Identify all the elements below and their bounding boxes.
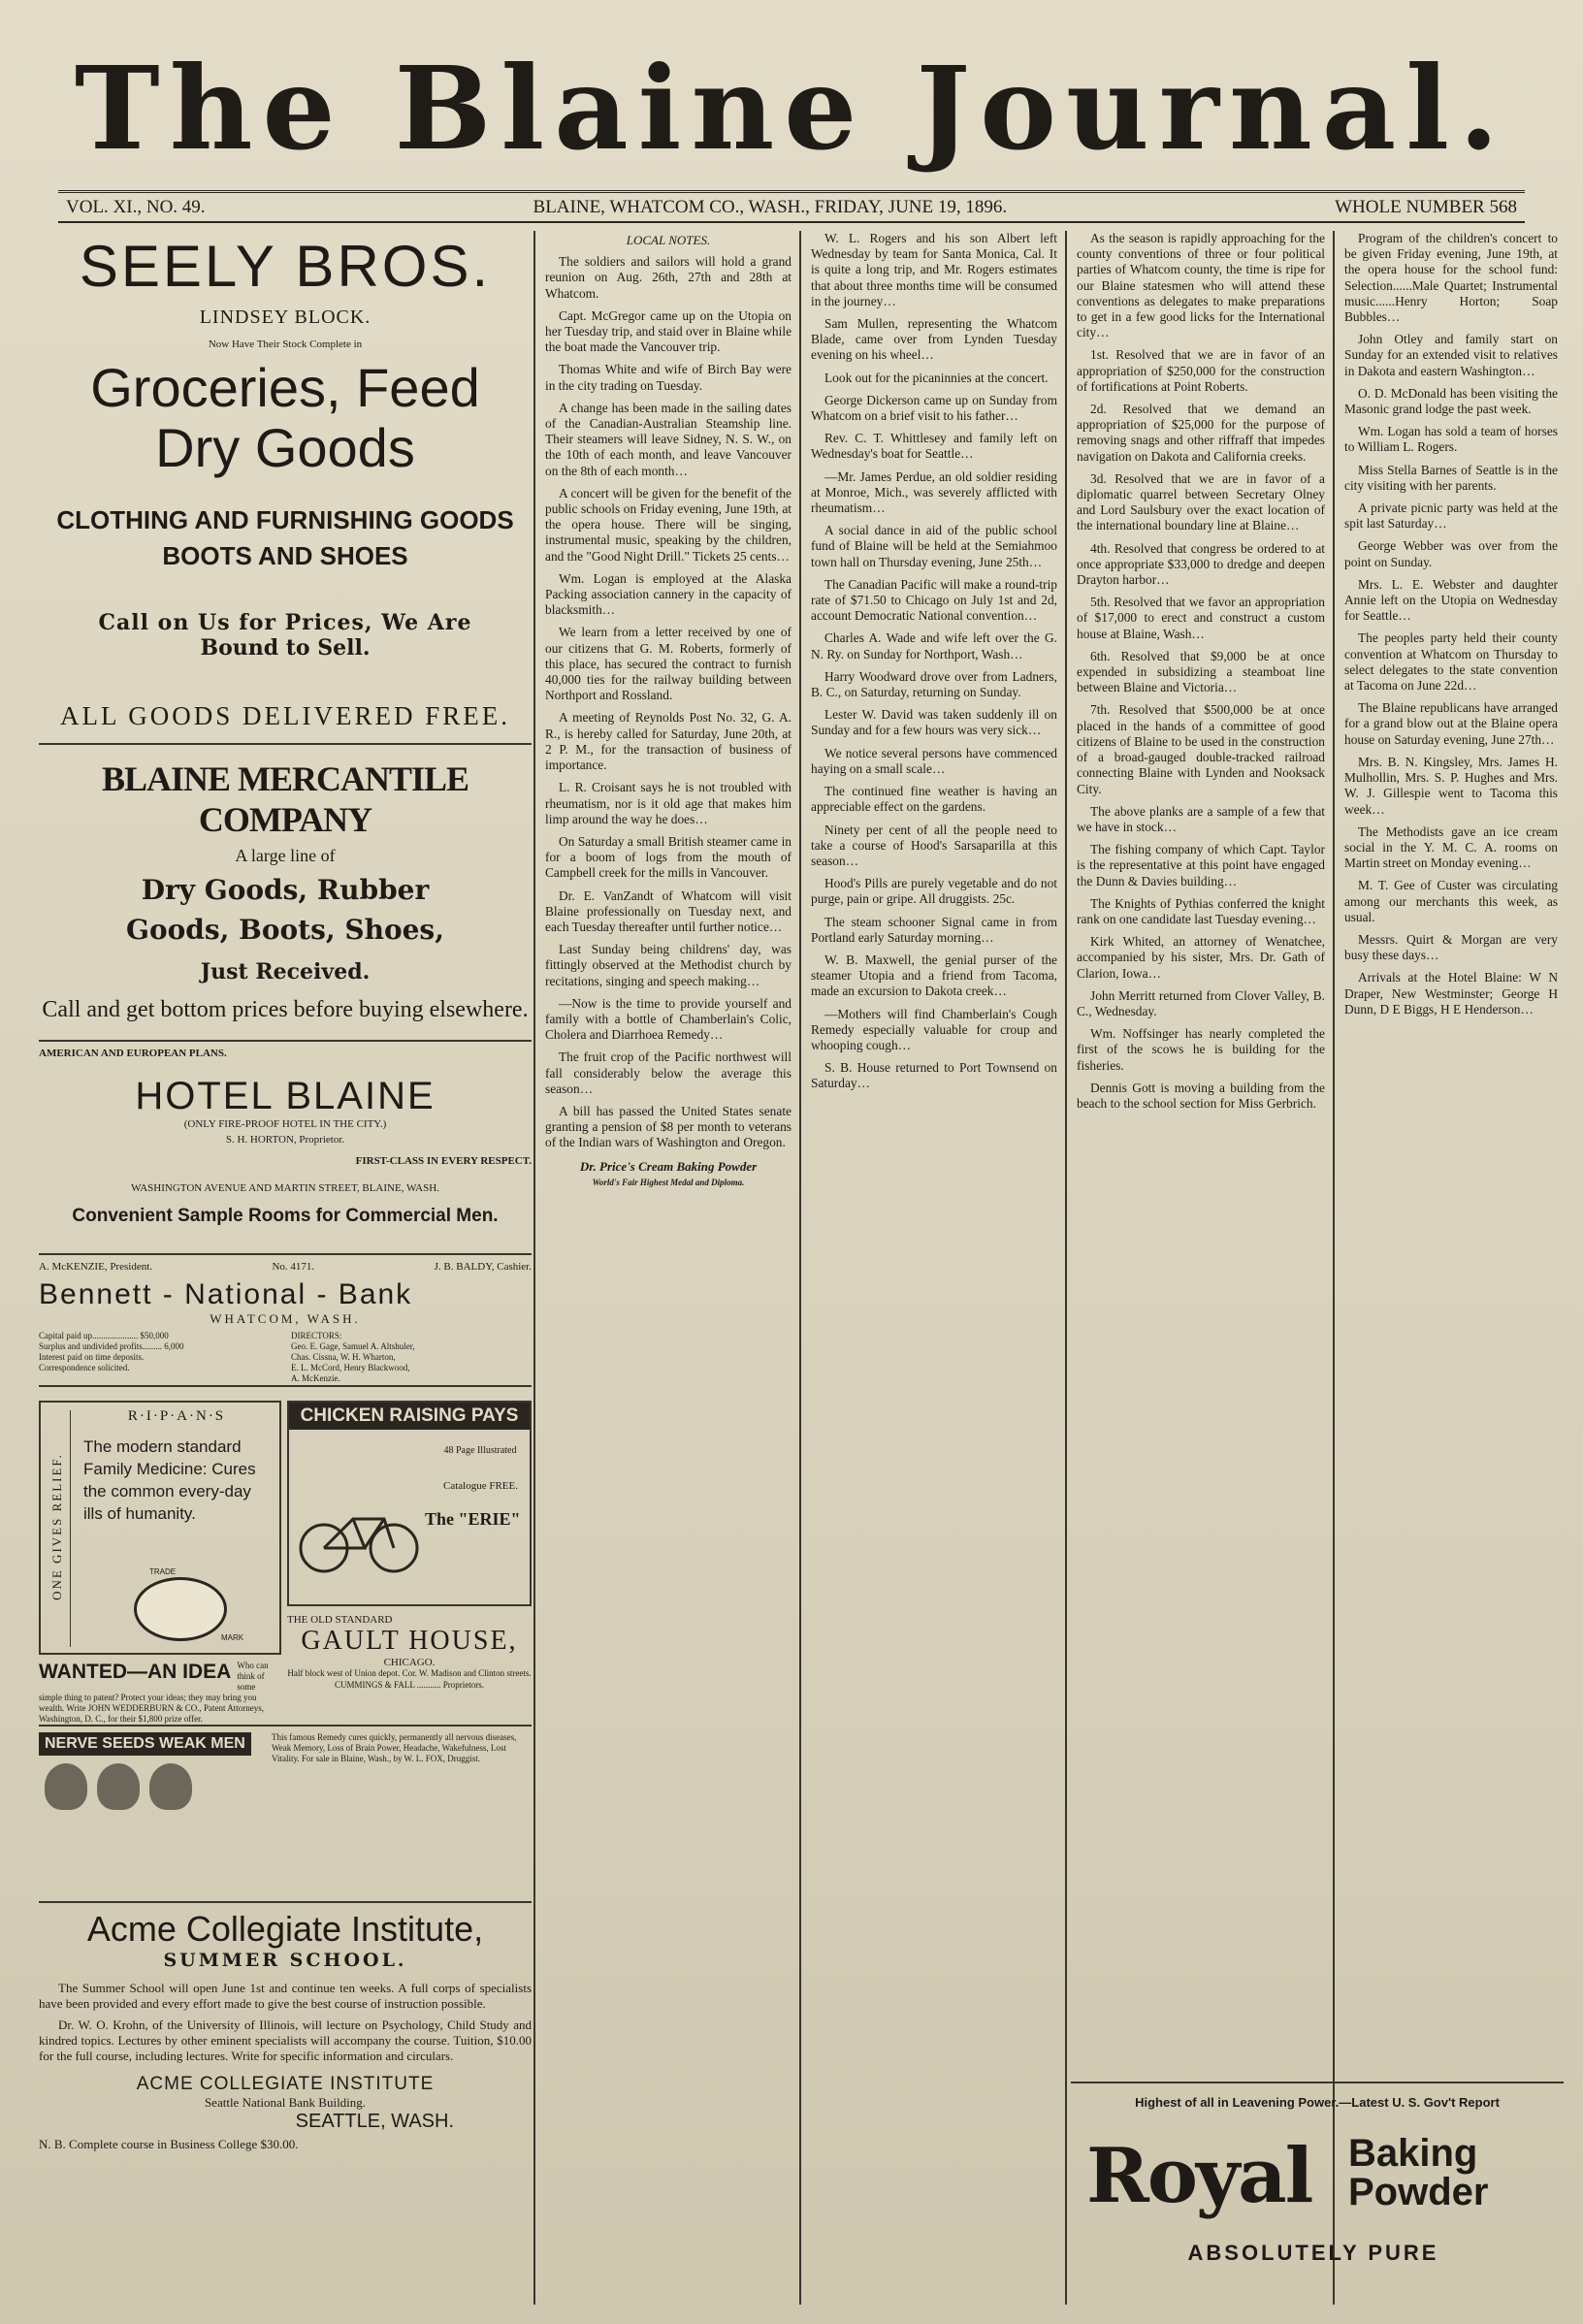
news-paragraph: George Webber was over from the point on Sunday. (1344, 538, 1558, 569)
news-column-3 (805, 231, 1063, 2305)
news-paragraph: A bill has passed the United States senate granting a pension of $8 per month to veterans of the Indian wars of Washington and Oregon. (545, 1103, 792, 1150)
bank-capital: Capital paid up..................... $50,000 (39, 1331, 169, 1340)
nerve-portraits (45, 1763, 268, 1812)
mercantile-received: Just Received. (200, 959, 371, 984)
news-paragraph: —Mothers will find Chamberlain's Cough Remedy especially valuable for croup and whooping cough… (811, 1006, 1057, 1052)
news-paragraph: The peoples party held their county convention at Whatcom on Thursday to select delegates to the state convention at Tacoma on June 22d… (1344, 630, 1558, 694)
news-paragraph: A meeting of Reynolds Post No. 32, G. A. R., is hereby called for Saturday, June 20th, at 2 P. M., for the transaction of business of importance. (545, 710, 792, 773)
masthead (0, 0, 1583, 184)
news-paragraph: Capt. McGregor came up on the Utopia on her Tuesday trip, and staid over in Blaine while the boat made the Vancouver trip. (545, 307, 792, 355)
royal-baking-powder-ad (1071, 2082, 1564, 2307)
bank-number: No. 4171. (272, 1261, 315, 1273)
nerve-title: NERVE SEEDS WEAK MEN (39, 1732, 251, 1756)
news-paragraph: O. D. McDonald has been visiting the Masonic grand lodge the past week. (1344, 385, 1558, 417)
chicken-catalogue: Catalogue FREE. (443, 1480, 518, 1492)
royal-baking: Baking (1348, 2132, 1478, 2175)
news-paragraph: A social dance in aid of the public school fund of Blaine will be held at the Semiahmoo town hall on Thursday evening, June 25th… (811, 523, 1057, 569)
wanted-idea-ad (39, 1661, 532, 1724)
bank-surplus: Surplus and undivided profits......... 6,000 (39, 1341, 184, 1351)
column-rule (799, 231, 801, 2305)
acme-city: SEATTLE, WASH. (295, 2111, 454, 2132)
volume-number: VOL. XI., NO. 49. (66, 196, 206, 217)
news-paragraph: Mrs. B. N. Kingsley, Mrs. James H. Mulhollin, Mrs. S. P. Hughes and Mrs. W. J. Gillespie went to Tacoma this week… (1344, 754, 1558, 817)
chicken-title: CHICKEN RAISING PAYS (289, 1403, 530, 1430)
news-paragraph: Harry Woodward drove over from Ladners, B. C., on Saturday, returning on Sunday. (811, 668, 1057, 700)
news-paragraph: 6th. Resolved that $9,000 be at once expended in subsidizing a steamboat line between Blaine and Victoria… (1077, 648, 1325, 695)
news-paragraph: Kirk Whited, an attorney of Wenatchee, accompanied by his sister, Mrs. Dr. Gath of Clarion, Iowa… (1077, 934, 1325, 981)
bank-name: Bennett - National - Bank (39, 1278, 413, 1310)
royal-baking-powder-words (1348, 2134, 1488, 2211)
ripans-side-band (45, 1410, 71, 1647)
news-paragraph: The Knights of Pythias conferred the knight rank on one candidate last Tuesday evening… (1077, 895, 1325, 926)
ripans-name: R·I·P·A·N·S (127, 1408, 226, 1424)
news-paragraph: —Now is the time to provide yourself and family with a bottle of Chamberlain's Colic, Cholera and Diarrhoea Remedy… (545, 995, 792, 1043)
dateline-bar (58, 190, 1525, 223)
news-paragraph: The Canadian Pacific will make a round-trip rate of $71.50 to Chicago on July 1st and 2d, account Democratic National convention… (811, 576, 1057, 624)
ripans-trade: TRADE (149, 1567, 177, 1576)
news-paragraph: S. B. House returned to Port Townsend on Saturday… (811, 1060, 1057, 1091)
news-paragraph: 4th. Resolved that congress be ordered to at once appropriate $33,000 to dredge and deepen Drayton harbor… (1077, 540, 1325, 588)
gault-owners: CUMMINGS & FALL ........... Proprietors. (334, 1680, 484, 1690)
news-paragraph: Dennis Gott is moving a building from the beach to the school section for Miss Gerbrich. (1077, 1080, 1325, 1111)
portrait-icon (149, 1763, 192, 1810)
chicken-erie: The "ERIE" (425, 1509, 521, 1529)
bank-interest: Interest paid on time deposits. (39, 1352, 145, 1362)
royal-brand: Royal (1086, 2132, 1312, 2220)
mercantile-line: A large line of (235, 846, 336, 865)
chicken-pages: 48 Page Illustrated (443, 1445, 517, 1456)
acme-summer: SUMMER SCHOOL. (163, 1950, 407, 1971)
dry-goods-heading: Dry Goods (155, 417, 415, 478)
groceries-heading: Groceries, Feed (90, 357, 480, 418)
royal-powder: Powder (1348, 2171, 1489, 2213)
royal-pure: ABSOLUTELY PURE (1187, 2241, 1439, 2265)
gault-standard: THE OLD STANDARD (287, 1614, 393, 1626)
acme-ad (39, 1909, 532, 2152)
price-baking-powder-ad (545, 1159, 792, 1190)
ripans-mark: MARK (221, 1633, 244, 1642)
small-ads-block (39, 1387, 532, 1903)
news-paragraph: Dr. E. VanZandt of Whatcom will visit Blaine professionally on Tuesday next, and each Tuesday thereafter until further notice… (545, 888, 792, 934)
news-paragraph: The Blaine republicans have arranged for a grand blow out at the Blaine opera house on Saturday evening, June 27th… (1344, 700, 1558, 747)
bound-line: Bound to Sell. (200, 635, 371, 661)
acme-building: Seattle National Bank Building. (204, 2095, 367, 2110)
bank-director-1: Geo. E. Gage, Samuel A. Altshuler, (291, 1341, 415, 1351)
news-paragraph: Wm. Noffsinger has nearly completed the first of the scows he is building for the fisheries. (1077, 1026, 1325, 1073)
ads-column (39, 231, 532, 2305)
news-paragraph: W. B. Maxwell, the genial purser of the steamer Utopia and a friend from Tacoma, made an excursion to Dakota creek… (811, 952, 1057, 999)
hotel-proprietor: S. H. HORTON, Proprietor. (225, 1134, 345, 1146)
acme-nb: N. B. Complete course in Business College $30.00. (39, 2137, 299, 2151)
ripans-trademark-icon (134, 1577, 227, 1641)
news-paragraph: W. L. Rogers and his son Albert left Wednesday by team for Santa Monica, Cal. It is quite a long trip, and Mr. Rogers estimates that about three months time will be consumed in the journey… (811, 231, 1057, 308)
news-paragraph: Wm. Logan is employed at the Alaska Packing association cannery in the capacity of blacksmith… (545, 570, 792, 618)
news-column-4 (1071, 231, 1331, 2305)
news-paragraph: As the season is rapidly approaching for the county conventions of three or four political parties of Whatcom county, the time is ripe for our Blaine statesmen who will attend these conventions as delegates to make preparations to get in a few good licks for the International city… (1077, 231, 1325, 340)
seely-bros-ad (39, 235, 532, 745)
news-paragraph: Hood's Pills are purely vegetable and do not purge, pain or gripe. All druggists. 25c. (811, 876, 1057, 907)
price-award: World's Fair Highest Medal and Diploma. (592, 1177, 745, 1187)
news-paragraph: Lester W. David was taken suddenly ill on Sunday and for a few hours was very sick… (811, 707, 1057, 738)
column-rule (1065, 231, 1067, 2305)
chicken-ad (287, 1401, 532, 1606)
news-column-5 (1339, 231, 1564, 2072)
bank-officers (39, 1261, 532, 1273)
wanted-title: WANTED—AN IDEA (39, 1661, 232, 1683)
bank-director-3: E. L. McCord, Henry Blackwood, (291, 1363, 410, 1372)
news-paragraph: L. R. Croisant says he is not troubled with rheumatism, nor is it old age that makes him limp around the way he does… (545, 780, 792, 826)
news-paragraph: 3d. Resolved that we are in favor of a diplomatic quarrel between Secretary Olney and Lord Saulsbury over the exact location of the international boundary line at Blaine… (1077, 470, 1325, 533)
mercantile-ad (39, 759, 532, 1042)
news-paragraph: Messrs. Quirt & Morgan are very busy these days… (1344, 931, 1558, 963)
bank-cashier: J. B. BALDY, Cashier. (434, 1261, 532, 1273)
col4-paragraphs (1077, 231, 1325, 1112)
bank-director-2: Chas. Cissna, W. H. Wharton, (291, 1352, 396, 1362)
news-paragraph: The Methodists gave an ice cream social in the Y. M. C. A. rooms on Martin street on Monday evening… (1344, 823, 1558, 871)
news-paragraph: Charles A. Wade and wife left over the G. N. Ry. on Sunday for Northport, Wash… (811, 630, 1057, 662)
newspaper-title: The Blaine Journal. (74, 41, 1509, 176)
local-notes-heading: LOCAL NOTES. (626, 233, 711, 247)
mercantile-name: BLAINE MERCANTILE COMPANY (101, 759, 469, 839)
hotel-blaine-ad (39, 1048, 532, 1255)
bank-correspondence: Correspondence solicited. (39, 1363, 130, 1372)
hotel-fireproof: (ONLY FIRE-PROOF HOTEL IN THE CITY.) (183, 1118, 387, 1130)
news-paragraph: Look out for the picaninnies at the concert. (824, 370, 1049, 385)
news-paragraph: Wm. Logan has sold a team of horses to William L. Rogers. (1344, 424, 1558, 455)
acme-institute: ACME COLLEGIATE INSTITUTE (136, 2074, 435, 2094)
news-paragraph: 1st. Resolved that we are in favor of an appropriation of $250,000 for the construction of fortifications at Point Roberts. (1077, 347, 1325, 394)
clothing-heading: CLOTHING AND FURNISHING GOODS (56, 505, 514, 534)
royal-tagline: Highest of all in Leavening Power.—Latest U. S. Gov't Report (1135, 2095, 1500, 2110)
hotel-plans: AMERICAN AND EUROPEAN PLANS. (39, 1048, 227, 1059)
hotel-sample-rooms: Convenient Sample Rooms for Commercial Men. (72, 1206, 499, 1226)
column-rule (533, 231, 535, 2305)
mercantile-goods2: Goods, Boots, Shoes, (126, 914, 444, 946)
hotel-name: HOTEL BLAINE (135, 1075, 436, 1117)
whole-number: WHOLE NUMBER 568 (1335, 196, 1517, 217)
news-paragraph: Thomas White and wife of Birch Bay were in the city trading on Tuesday. (545, 362, 792, 393)
news-paragraph: 7th. Resolved that $500,000 be at once placed in the hands of a committee of good citizens of Blaine to be used in the construction of a broad-gauged double-tracked railroad connecting Blaine with Lynden and Nooksack City. (1077, 702, 1325, 796)
wanted-text: Who can think of some simple thing to patent? Protect your ideas; they may bring you wealth. Write JOHN WEDDERBURN & CO., Patent Attorneys, Washington, D. C., for their $1,800 prize offer. (39, 1661, 269, 1724)
news-paragraph: Miss Stella Barnes of Seattle is in the city visiting with her parents. (1344, 462, 1558, 493)
col5-paragraphs (1344, 231, 1558, 1017)
mercantile-goods1: Dry Goods, Rubber (141, 874, 430, 906)
news-paragraph: A concert will be given for the benefit of the public schools on Friday evening, June 19th, at the opera house. There will be singing, instrumental music, speaking by the children, and the "Good Night Drill." Tickets 25 cents… (545, 485, 792, 564)
ripans-side-text: ONE GIVES RELIEF. (49, 1453, 64, 1600)
news-paragraph: We learn from a letter received by one of our citizens that G. M. Roberts, formerly of this place, has secured the contract to furnish 40,000 ties for the railway building between Northport and Rossland. (545, 625, 792, 703)
bennett-bank-ad (39, 1261, 532, 1387)
bank-director-4: A. McKenzie. (291, 1373, 340, 1383)
news-paragraph: John Merritt returned from Clover Valley, B. C., Wednesday. (1077, 987, 1325, 1018)
gault-desc: Half block west of Union depot. Cor. W. Madison and Clinton streets. (287, 1668, 532, 1678)
acme-name: Acme Collegiate Institute, (86, 1909, 484, 1949)
portrait-icon (45, 1763, 87, 1810)
news-paragraph: The fruit crop of the Pacific northwest will fall considerably below the average this season… (545, 1049, 792, 1096)
call-line: Call on Us for Prices, We Are (98, 610, 472, 635)
news-paragraph: The soldiers and sailors will hold a grand reunion on Aug. 26th, 27th and 28th at Whatcom. (545, 254, 792, 301)
bank-directors: DIRECTORS: (291, 1331, 342, 1340)
news-paragraph: John Otley and family start on Sunday for an extended visit to relatives in Dakota and eastern Washington… (1344, 332, 1558, 378)
news-paragraph: Mrs. L. E. Webster and daughter Annie left on the Utopia on Wednesday for Seattle… (1344, 576, 1558, 624)
news-paragraph: We notice several persons have commenced haying on a small scale… (811, 745, 1057, 776)
local-notes-column (539, 231, 797, 2305)
gault-name: GAULT HOUSE, (301, 1626, 518, 1656)
news-paragraph: Ninety per cent of all the people need to take a course of Hood's Sarsaparilla at this season… (811, 822, 1057, 868)
seely-block: LINDSEY BLOCK. (199, 307, 372, 328)
seely-note: Now Have Their Stock Complete in (208, 339, 363, 350)
news-paragraph: A private picnic party was held at the spit last Saturday… (1344, 500, 1558, 532)
ripans-text: The modern standard Family Medicine: Cures the common every-day ills of humanity. (83, 1437, 256, 1523)
acme-para-2: Dr. W. O. Krohn, of the University of Illinois, will lecture on Psychology, Child Study and kindred topics. Lectures by other eminent specialists will accompany the course. Tuition, $10.00 for the full course, including lectures. Write for specific information and circulars. (39, 2017, 532, 2063)
news-paragraph: Arrivals at the Hotel Blaine: W N Draper, New Westminster; George H Dunn, D E Biggs, H E Henderson… (1344, 970, 1558, 1017)
news-paragraph: A change has been made in the sailing dates of the Canadian-Australian Steamship line. Their steamers will leave Sidney, N. S. W., on the 10th of each month, and leave Vancouver on the 8th of each month… (545, 400, 792, 478)
news-paragraph: Sam Mullen, representing the Whatcom Blade, came over from Lynden Tuesday evening on his wheel… (811, 316, 1057, 363)
nerve-text: This famous Remedy cures quickly, permanently all nervous diseases, Weak Memory, Loss of Brain Power, Headache, Wakefulness, Lost Vitality. For sale in Blaine, Wash., by W. L. FOX, Druggist. (272, 1732, 517, 1763)
news-paragraph: The fishing company of which Capt. Taylor is the representative at this point have engaged the Dunn & Davies building… (1077, 842, 1325, 888)
hotel-address: WASHINGTON AVENUE AND MARTIN STREET, BLAINE, WASH. (131, 1182, 439, 1194)
news-paragraph: Last Sunday being childrens' day, was fittingly observed at the Methodist church by recitations, singing and speech making… (545, 942, 792, 988)
news-paragraph: 2d. Resolved that we demand an appropriation of $25,000 for the purpose of removing snags and other riffraff that impedes navigation on Dakota and California creeks. (1077, 402, 1325, 464)
portrait-icon (97, 1763, 140, 1810)
news-paragraph: The steam schooner Signal came in from Portland early Saturday morning… (811, 914, 1057, 945)
news-paragraph: M. T. Gee of Custer was circulating among our merchants this week, as usual. (1344, 878, 1558, 924)
news-paragraph: Rev. C. T. Whittlesey and family left on Wednesday's boat for Seattle… (811, 431, 1057, 462)
seely-bros-name: SEELY BROS. (79, 234, 492, 299)
news-paragraph: —Mr. James Perdue, an old soldier residing at Monroe, Mich., was severely afflicted with rheumatism… (811, 468, 1057, 516)
acme-para-1: The Summer School will open June 1st and continue ten weeks. A full corps of specialists have been provided and every effort made to give the best course of instruction possible. (39, 1981, 532, 2011)
gault-city: CHICAGO. (383, 1657, 436, 1668)
bicycle-icon (297, 1500, 423, 1577)
news-paragraph: The continued fine weather is having an appreciable effect on the gardens. (811, 784, 1057, 815)
column-rule (1333, 231, 1335, 2305)
news-paragraph: The above planks are a sample of a few that we have in stock… (1077, 803, 1325, 834)
ripans-ad (39, 1401, 281, 1655)
news-paragraph: On Saturday a small British steamer came in for a boom of logs from the mouth of Campbell creek for the mills in Vancouver. (545, 833, 792, 881)
nerve-seeds-ad (39, 1725, 532, 1818)
boots-heading: BOOTS AND SHOES (162, 541, 408, 570)
bank-president: A. McKENZIE, President. (39, 1261, 153, 1273)
bank-city: WHATCOM, WASH. (210, 1311, 361, 1326)
bank-details (39, 1331, 532, 1384)
bank-capital-block (39, 1331, 291, 1384)
price-name: Dr. Price's Cream Baking Powder (579, 1158, 758, 1174)
issue-date: BLAINE, WHATCOM CO., WASH., FRIDAY, JUNE 19, 1896. (533, 196, 1008, 217)
news-paragraph: Program of the children's concert to be given Friday evening, June 19th, at the opera house for the school fund: Selection......Male Quartet; Instrumental music......Henry Horton; Soap Bubbles… (1344, 231, 1558, 325)
news-paragraph: 5th. Resolved that we favor an appropriation of $17,000 to erect and construct a custom house at Blaine, Wash… (1077, 595, 1325, 641)
col2-paragraphs (545, 254, 792, 1150)
bank-directors-block (291, 1331, 415, 1384)
hotel-first-class: FIRST-CLASS IN EVERY RESPECT. (355, 1155, 532, 1167)
news-paragraph: George Dickerson came up on Sunday from Whatcom on a brief visit to his father… (811, 392, 1057, 424)
col3-paragraphs (811, 231, 1057, 1092)
mercantile-call: Call and get bottom prices before buying elsewhere. (42, 997, 529, 1022)
delivered-line: ALL GOODS DELIVERED FREE. (60, 701, 510, 730)
